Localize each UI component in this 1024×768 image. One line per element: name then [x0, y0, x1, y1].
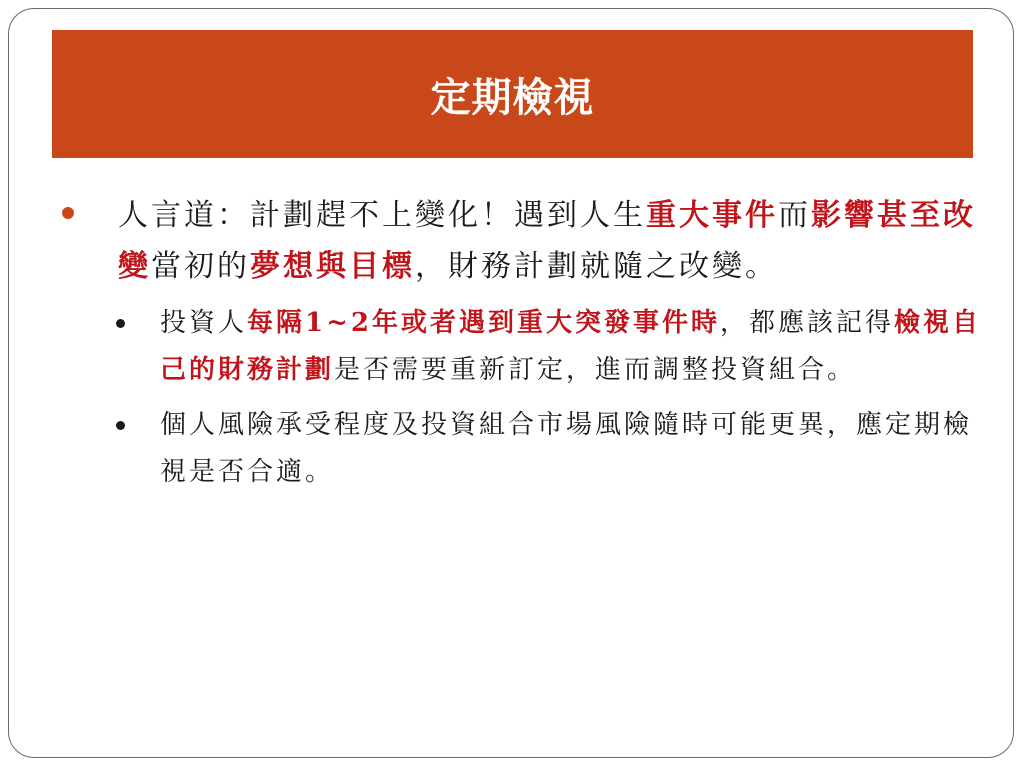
content-area: [52, 190, 982, 496]
highlight-review-interval: 每隔1~2年或者遇到重大突發事件時: [247, 308, 720, 338]
bullet-main-text-4: ，財務計劃就隨之改變。: [415, 249, 778, 284]
bullet-sub1-text-3: 是否需要重新訂定，進而調整投資組合。: [334, 355, 857, 385]
slide-title: 定期檢視: [430, 74, 595, 121]
highlight-dreams-goals: 夢想與目標: [250, 249, 415, 284]
bullet-sub1-text-1: 投資人: [160, 308, 248, 338]
title-bar: [52, 30, 973, 158]
highlight-review-plan: 檢視自己的財務計劃: [160, 308, 982, 385]
bullet-dot-icon: [116, 421, 125, 430]
bullet-sub2-text: 個人風險承受程度及投資組合市場風險隨時可能更異，應定期檢視是否合適。: [160, 410, 973, 487]
highlight-affect-change: 影響甚至改變: [118, 198, 976, 284]
bullet-main: [52, 190, 982, 292]
bullet-main-text-3: 當初的: [151, 249, 250, 284]
bullet-main-text-1: 人言道：計劃趕不上變化！遇到人生: [118, 198, 646, 233]
bullet-main-text-2: 而: [778, 198, 811, 233]
bullet-sub-1: [52, 300, 982, 394]
bullet-dot-icon: [116, 319, 125, 328]
bullet-sub1-text-2: ，都應該記得: [719, 308, 894, 338]
bullet-sub-2: [52, 402, 982, 496]
highlight-major-event: 重大事件: [646, 198, 778, 233]
bullet-dot-icon: [62, 207, 74, 219]
